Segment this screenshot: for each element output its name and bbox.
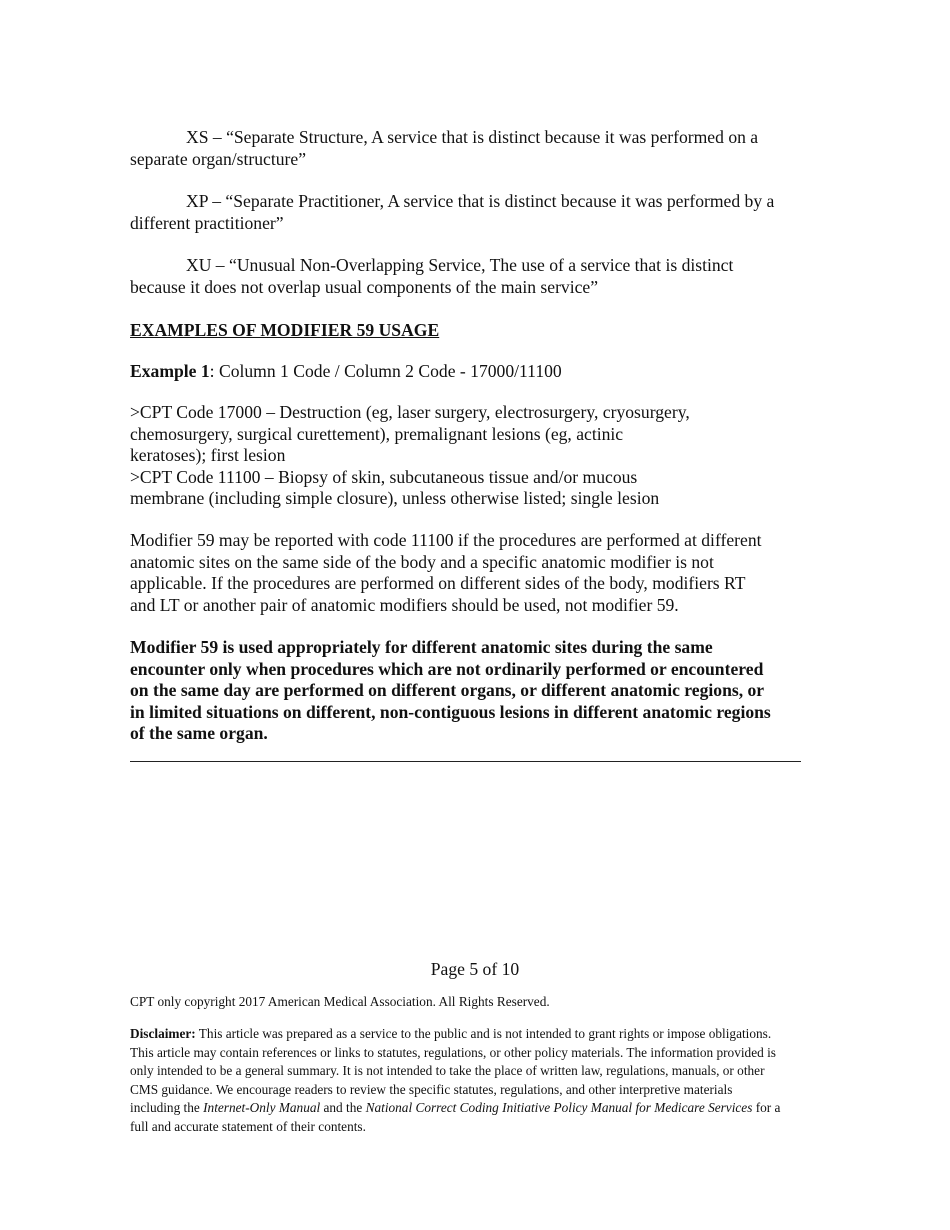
horizontal-rule [130, 761, 801, 762]
modifier-59-bold-paragraph: Modifier 59 is used appropriately for different anatomic sites during the same encounter only when procedures which are not ordinarily performed or encountered on the same day are performed on different organs, or different anatomic regions, or in limited situations on different, non-contiguous lesions in different anatomic regions of the same organ. [130, 637, 771, 743]
disclaimer-label: Disclaimer: [130, 1026, 196, 1041]
example-1-label: Example 1 [130, 361, 210, 381]
example-1-text: : Column 1 Code / Column 2 Code - 17000/11100 [209, 361, 562, 381]
page-number: Page 5 of 10 [430, 959, 520, 979]
modifier-xs-paragraph: XS – “Separate Structure, A service that is distinct because it was performed on a separate organ/structure” [130, 127, 759, 169]
cpt-codes-paragraph: >CPT Code 17000 – Destruction (eg, laser surgery, electrosurgery, cryosurgery, chemosurgery, surgical curettement), premalignant lesions (eg, actinic keratoses); first lesion >CPT Code 11100 – Biopsy of skin, subcutaneous tissue and/or mucous membrane (including simple closure), unless otherwise listed; single lesion [130, 402, 690, 508]
section-heading: EXAMPLES OF MODIFIER 59 USAGE [130, 320, 440, 340]
ncci-manual-title: National Correct Coding Initiative Policy Manual for Medicare Services [365, 1100, 753, 1115]
internet-only-manual-title: Internet-Only Manual [203, 1100, 321, 1115]
modifier-xu-paragraph: XU – “Unusual Non-Overlapping Service, The use of a service that is distinct because it does not overlap usual components of the main service” [130, 255, 734, 297]
disclaimer: Disclaimer: This article was prepared as a service to the public and is not intended to grant rights or impose obligations. This article may contain references or links to statutes, regulations, or other policy materials. The information provided is only intended to be a general summary. It is not intended to take the place of written law, regulations, manuals, or other CMS guidance. We encourage readers to review the specific statutes, regulations, and other interpretive materials including the Internet-Only Manual and the National Correct Coding Initiative Policy Manual for Medicare Services for a full and accurate statement of their contents. [130, 1026, 781, 1134]
copyright-notice: CPT only copyright 2017 American Medical Association. All Rights Reserved. [130, 994, 550, 1009]
modifier-xp-paragraph: XP – “Separate Practitioner, A service that is distinct because it was performed by a different practitioner” [130, 191, 775, 233]
modifier-59-paragraph: Modifier 59 may be reported with code 11100 if the procedures are performed at different anatomic sites on the same side of the body and a specific anatomic modifier is not applicable. If the procedures are performed on different sides of the body, modifiers RT and LT or another pair of anatomic modifiers should be used, not modifier 59. [130, 530, 762, 615]
example-1-line [130, 361, 820, 383]
